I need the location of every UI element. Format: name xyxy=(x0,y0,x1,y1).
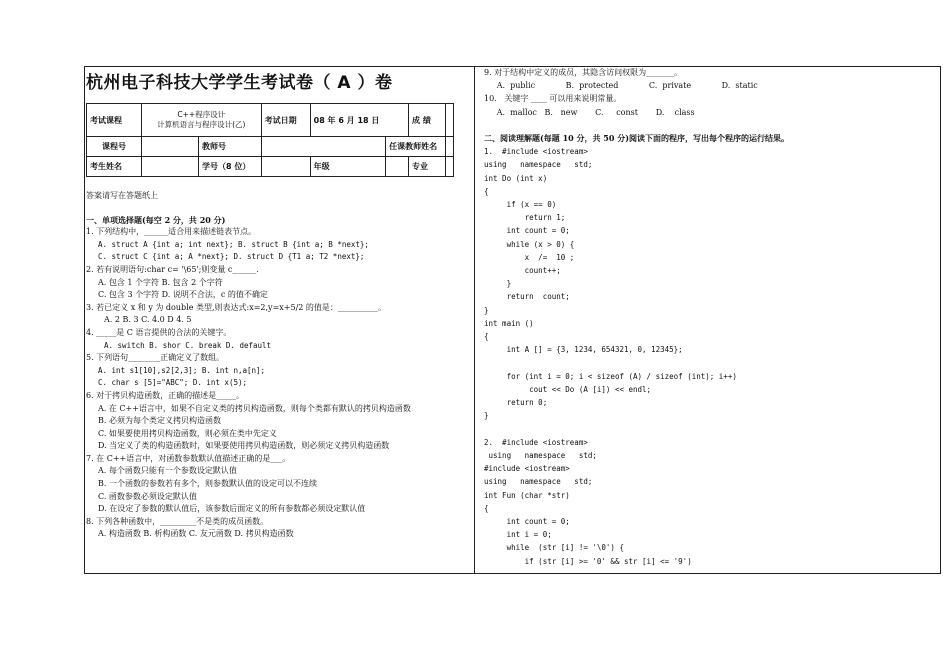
exam-course-label: 考试课程 xyxy=(87,104,142,137)
option-line: C. 函数参数必须设定默认值 xyxy=(98,491,197,501)
question-text: 10. 关键字 ____ 可以用来说明常量。 xyxy=(484,94,622,104)
option-line: A. int s1[10],s2[2,3]; B. int n,a[n]; xyxy=(98,365,266,375)
option-line: D. 当定义了类的构造函数时，如果要使用拷贝构造函数，则必须定义拷贝构造函数 xyxy=(98,441,390,451)
code-line: count++; xyxy=(484,266,561,276)
question-text: 7. 在 C++语言中，对函数参数默认值描述正确的是___。 xyxy=(86,453,291,463)
grade-cell xyxy=(386,157,409,177)
question-text: A. public B. protected C. private D. static xyxy=(484,81,758,91)
score-cell xyxy=(446,104,454,137)
student-id-cell xyxy=(261,157,310,177)
code-line: #include <iostream> xyxy=(484,464,570,474)
code-line xyxy=(484,356,939,369)
question-text: 二、阅读理解题(每题 10 分，共 50 分)阅读下面的程序，写出每个程序的运行结果。 xyxy=(484,133,789,144)
code-line: 1. #include <iostream> xyxy=(484,147,588,157)
major-cell xyxy=(446,157,454,177)
code-line: 2. #include <iostream> xyxy=(484,437,588,447)
option-line: A. 构造函数 B. 析构函数 C. 友元函数 D. 拷贝构造函数 xyxy=(98,529,294,539)
option-line: C. 包含 3 个字符 D. 说明不合法，c 的值不确定 xyxy=(98,290,268,300)
code-line: int i = 0; xyxy=(484,530,552,540)
code-line: { xyxy=(484,186,489,196)
question-text xyxy=(484,119,939,132)
option-line: B. 一个函数的参数若有多个，则参数默认值的设定可以不连续 xyxy=(98,479,317,489)
teacher-name-label: 任课教师姓名 xyxy=(386,137,446,157)
code-line: using namespace std; xyxy=(484,477,593,487)
option-line: B. 必须为每个类定义拷贝构造函数 xyxy=(98,416,221,426)
question-text: 4. _____是 C 语言提供的合法的关键字。 xyxy=(86,327,232,337)
option-line: C. struct C {int a; A *next}; D. struct D {T1 a; T2 *next}; xyxy=(98,252,365,262)
code-line: { xyxy=(484,332,489,342)
code-line: int main () xyxy=(484,318,534,328)
course-name-line2: 计算机语言与程序设计(乙) xyxy=(157,120,246,129)
major-label: 专业 xyxy=(409,157,446,177)
code-line: while (str [i] != '\0') { xyxy=(484,543,624,553)
code-line xyxy=(484,422,939,435)
code-line: cout << Do (A [i]) << endl; xyxy=(484,384,652,394)
exam-date-value: 08 年 6 月 18 日 xyxy=(310,104,408,137)
answer-note: 答案请写在答题纸上 xyxy=(86,191,158,200)
question-text: 5. 下列语句________正确定义了数组。 xyxy=(86,353,225,363)
code-line: } xyxy=(484,411,489,421)
code-line: } xyxy=(484,305,489,315)
question-text: 3. 若已定义 x 和 y 为 double 类型,则表达式:x=2,y=x+5/2 的值是：__________。 xyxy=(86,302,386,312)
exam-info-table xyxy=(86,103,454,177)
code-line: return 0; xyxy=(484,398,548,408)
code-line: return 1; xyxy=(484,213,566,223)
exam-title: 杭州电子科技大学学生考试卷（ A ）卷 xyxy=(86,73,393,93)
code-line: while (x > 0) { xyxy=(484,239,575,249)
code-line: if (str [i] >= '0' && str [i] <= '9') xyxy=(484,556,692,566)
student-name-label: 考生姓名 xyxy=(87,157,142,177)
code-line: int count = 0; xyxy=(484,226,570,236)
question-text: A. malloc B. new C. const D. class xyxy=(484,107,695,117)
option-line: D. 在设定了参数的默认值后，该参数后面定义的所有参数都必须设定默认值 xyxy=(98,504,366,514)
code-line: } xyxy=(484,279,512,289)
option-line: A. struct A {int a; int next}; B. struct B {int a; B *next}; xyxy=(98,239,369,249)
option-line: A. switch B. shor C. break D. default xyxy=(104,340,272,350)
question-text: 8. 下列各种函数中，_________不是类的成员函数。 xyxy=(86,516,269,526)
teacher-no-cell xyxy=(261,137,385,157)
left-column xyxy=(86,190,472,541)
course-name-line1: C++程序设计 xyxy=(177,110,226,119)
section1-heading: 一、单项选择题(每空 2 分，共 20 分) xyxy=(86,214,226,225)
teacher-no-label: 教师号 xyxy=(199,137,262,157)
exam-date-label: 考试日期 xyxy=(261,104,310,137)
code-line: using namespace std; xyxy=(484,160,593,170)
code-line: int Do (int x) xyxy=(484,173,548,183)
right-question-list xyxy=(484,66,939,568)
course-name xyxy=(142,104,262,137)
right-column xyxy=(484,66,939,568)
score-label: 成 绩 xyxy=(409,104,446,137)
student-name-cell xyxy=(142,157,199,177)
question-text: 6. 对于拷贝构造函数，正确的描述是_____。 xyxy=(86,390,245,400)
option-line: A. 每个函数只能有一个参数设定默认值 xyxy=(98,466,237,476)
code-line: int A [] = {3, 1234, 654321, 0, 12345}; xyxy=(484,345,683,355)
teacher-name-cell xyxy=(446,137,454,157)
code-line: x /= 10 ; xyxy=(484,252,575,262)
code-line: using namespace std; xyxy=(484,450,597,460)
code-line: return count; xyxy=(484,292,570,302)
question-text: 2. 若有说明语句:char c= '\65';则变量 c______. xyxy=(86,264,259,274)
option-line: A. 包含 1 个字符 B. 包含 2 个字符 xyxy=(98,277,223,287)
question-list xyxy=(86,226,472,541)
code-line: int Fun (char *str) xyxy=(484,490,570,500)
option-line: A. 在 C++语言中，如果不自定义类的拷贝构造函数，则每个类都有默认的拷贝构造函数 xyxy=(98,403,411,413)
grade-label: 年级 xyxy=(310,157,385,177)
code-line: if (x == 0) xyxy=(484,200,557,210)
student-id-label: 学号（8 位） xyxy=(199,157,262,177)
option-line: A. 2 B. 3 C. 4.0 D 4. 5 xyxy=(104,315,192,325)
code-line: for (int i = 0; i < sizeof (A) / sizeof (int); i++) xyxy=(484,371,737,381)
column-divider xyxy=(474,66,475,574)
course-no-cell xyxy=(142,137,199,157)
code-line: int count = 0; xyxy=(484,516,570,526)
option-line: C. 如果要使用拷贝构造函数，则必须在类中先定义 xyxy=(98,428,277,438)
course-no-label: 课程号 xyxy=(87,137,142,157)
question-text: 1. 下列结构中，______适合用来描述链表节点。 xyxy=(86,227,257,237)
question-text: 9. 对于结构中定义的成员，其隐含访问权限为_______。 xyxy=(484,68,683,77)
code-line: { xyxy=(484,503,489,513)
option-line: C. char s [5]="ABC"; D. int x(5); xyxy=(98,378,248,388)
